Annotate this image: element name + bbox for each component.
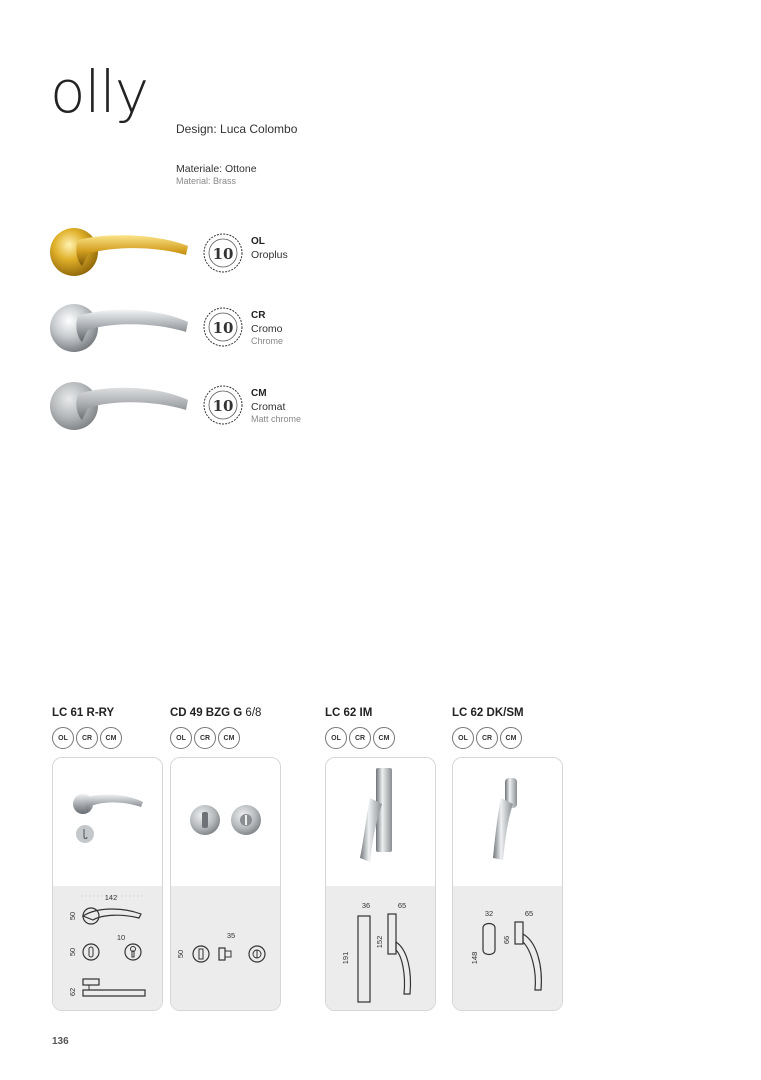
product-lc61 — [52, 707, 164, 1017]
finish-name-english: Chrome — [251, 336, 284, 346]
finish-name-english: Matt chrome — [251, 414, 302, 424]
finish-chip-ol: OL — [325, 727, 347, 749]
finish-code: OL — [251, 236, 265, 247]
finish-chip-cr: CR — [194, 727, 216, 749]
svg-text:32: 32 — [484, 909, 494, 918]
finish-chip-cr: CR — [476, 727, 498, 749]
svg-text:65: 65 — [524, 909, 534, 918]
svg-text:10: 10 — [116, 933, 126, 942]
brand-title: olly — [50, 58, 149, 126]
svg-text:62: 62 — [68, 987, 77, 997]
finish-row-cm — [48, 374, 368, 440]
finish-chip-cr: CR — [349, 727, 371, 749]
product-card — [170, 757, 281, 1011]
dimension-drawing — [171, 886, 280, 1010]
svg-text:148: 148 — [470, 951, 479, 965]
warranty-badge-icon — [202, 232, 244, 274]
finish-chip-cm: CM — [218, 727, 240, 749]
finish-chip-cm: CM — [100, 727, 122, 749]
product-card — [325, 757, 436, 1011]
svg-text:50: 50 — [68, 911, 77, 921]
page-number: 136 — [52, 1036, 69, 1047]
finish-chip-ol: OL — [170, 727, 192, 749]
svg-text:10: 10 — [212, 319, 234, 337]
finish-chip-ol: OL — [452, 727, 474, 749]
product-code: LC 61 R-RY — [52, 707, 115, 719]
svg-text:66: 66 — [502, 935, 511, 945]
finish-code: CM — [251, 388, 267, 399]
svg-text:36: 36 — [361, 901, 371, 910]
finish-chips — [170, 727, 240, 749]
dimension-drawing — [326, 886, 435, 1010]
finish-chip-cr: CR — [76, 727, 98, 749]
product-photo — [326, 758, 435, 886]
finish-chips — [325, 727, 395, 749]
svg-text:50: 50 — [68, 947, 77, 957]
svg-text:191: 191 — [341, 951, 350, 965]
product-card — [452, 757, 563, 1011]
product-cd49 — [170, 707, 282, 1017]
product-code: CD 49 BZG G 6/8 — [170, 707, 262, 719]
product-photo — [453, 758, 562, 886]
finish-row-ol — [48, 222, 368, 288]
svg-text:10: 10 — [212, 397, 234, 415]
designer-credit: Design: Luca Colombo — [176, 122, 298, 136]
finish-chips — [52, 727, 122, 749]
svg-text:152: 152 — [375, 935, 384, 949]
finish-chip-cm: CM — [373, 727, 395, 749]
handle-gold-image — [48, 222, 198, 288]
finish-chips — [452, 727, 522, 749]
svg-text:10: 10 — [212, 245, 234, 263]
warranty-badge-icon — [202, 384, 244, 426]
handle-chrome-image — [48, 296, 198, 362]
svg-text:142: 142 — [104, 893, 118, 902]
dimension-drawing — [453, 886, 562, 1010]
finish-row-cr — [48, 296, 368, 362]
product-code: LC 62 DK/SM — [452, 707, 524, 719]
finish-name: Cromo — [251, 323, 283, 335]
svg-text:35: 35 — [226, 931, 236, 940]
product-lc62dk — [452, 707, 564, 1017]
product-photo — [171, 758, 280, 886]
product-lc62im — [325, 707, 437, 1017]
material-italian: Materiale: Ottone — [176, 163, 257, 175]
dimension-drawing — [53, 886, 162, 1010]
product-photo — [53, 758, 162, 886]
warranty-badge-icon — [202, 306, 244, 348]
finish-chip-cm: CM — [500, 727, 522, 749]
finish-code: CR — [251, 310, 266, 321]
finish-name: Oroplus — [251, 249, 288, 261]
handle-matt-chrome-image — [48, 374, 198, 440]
finish-chip-ol: OL — [52, 727, 74, 749]
product-code: LC 62 IM — [325, 707, 373, 719]
svg-text:65: 65 — [397, 901, 407, 910]
product-card — [52, 757, 163, 1011]
finish-name: Cromat — [251, 401, 286, 413]
svg-text:50: 50 — [176, 949, 185, 959]
material-english: Material: Brass — [176, 176, 237, 186]
